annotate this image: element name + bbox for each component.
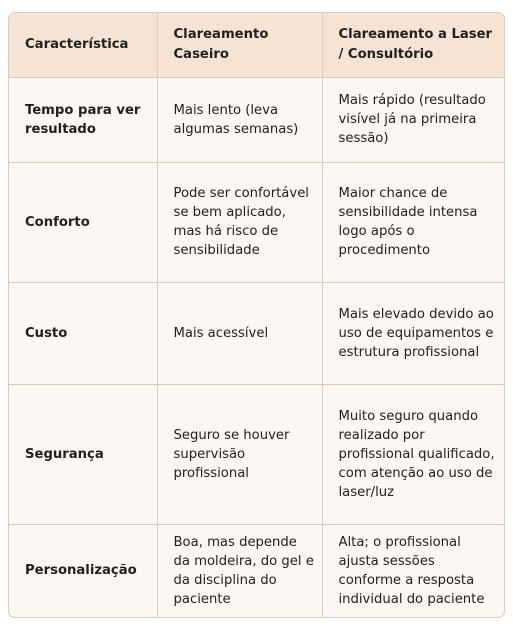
cell-laser-personalization: Alta; o profissional ajusta sessões conforme a resposta individual do paciente <box>338 534 485 607</box>
header-row <box>9 13 505 77</box>
cell-home-comfort: Pode ser confortável se bem aplicado, mas há risco de sensibilidade <box>157 162 322 282</box>
row-label-personalization: Personalização <box>9 524 157 617</box>
cell-home-personalization: Boa, mas depende da moldeira, do gel e da disciplina do paciente <box>157 524 322 617</box>
table-row <box>9 282 505 384</box>
row-label-cost: Custo <box>9 282 157 384</box>
header-home-whitening: Clareamento Caseiro <box>157 13 322 77</box>
cell-home-safety: Seguro se houver supervisão profissional <box>157 384 322 524</box>
row-label-time: Tempo para ver resultado <box>9 77 157 162</box>
cell-laser-cost: Mais elevado devido ao uso de equipamentos e estrutura profissional <box>322 282 505 384</box>
table-row <box>9 77 505 162</box>
cell-laser-safety: Muito seguro quando realizado por profissional qualificado, com atenção ao uso de laser/luz <box>322 384 505 524</box>
cell-laser-comfort: Maior chance de sensibilidade intensa logo após o procedimento <box>322 162 505 282</box>
table-row <box>9 162 505 282</box>
comparison-table-grid <box>9 13 505 617</box>
comparison-table <box>8 12 505 618</box>
cell-laser-time: Mais rápido (resultado visível já na primeira sessão) <box>322 77 505 162</box>
row-label-comfort: Conforto <box>9 162 157 282</box>
table-row <box>9 384 505 524</box>
table-row <box>9 524 505 617</box>
cell-home-time: Mais lento (leva algumas semanas) <box>157 77 322 162</box>
header-characteristic: Característica <box>9 13 157 77</box>
header-laser-whitening: Clareamento a Laser / Consultório <box>322 13 505 77</box>
row-label-safety: Segurança <box>9 384 157 524</box>
cell-home-cost: Mais acessível <box>157 282 322 384</box>
